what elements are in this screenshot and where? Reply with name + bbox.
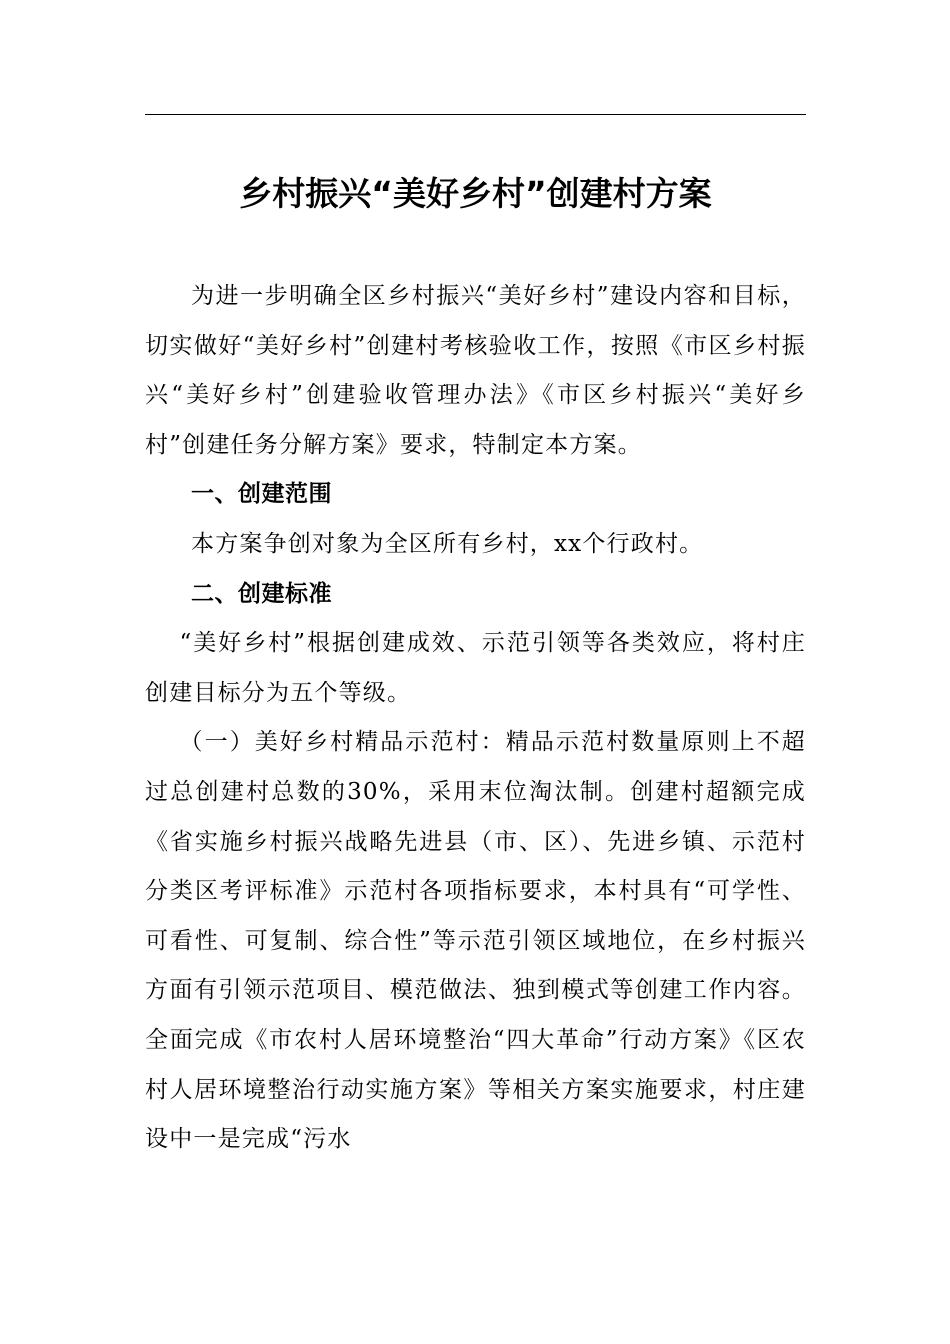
intro-paragraph: 为进一步明确全区乡村振兴“美好乡村”建设内容和目标，切实做好“美好乡村”创建村考核验收工作，按照《市区乡村振兴“美好乡村”创建验收管理办法》《市区乡村振兴“美好乡村”创建任务分解方案》要求，特制定本方案。 [145, 283, 806, 458]
section-heading-scope: 一、创建范围 [191, 481, 332, 508]
document-body [145, 272, 806, 1165]
scope-paragraph: 本方案争创对象为全区所有乡村，xx个行政村。 [191, 530, 704, 557]
standard-paragraph: “美好乡村”根据创建成效、示范引领等各类效应，将村庄创建目标分为五个等级。 [145, 630, 806, 706]
section-heading-standard: 二、创建标准 [191, 580, 332, 607]
demonstration-village-paragraph: （一）美好乡村精品示范村：精品示范村数量原则上不超过总创建村总数的30%，采用末位淘汰制。创建村超额完成《省实施乡村振兴战略先进县（市、区）、先进乡镇、示范村分类区考评标准》示范村各项指标要求，本村具有“可学性、可看性、可复制、综合性”等示范引领区域地位，在乡村振兴方面有引领示范项目、模范做法、独到模式等创建工作内容。全面完成《市农村人居环境整治“四大革命”行动方案》《区农村人居环境整治行动实施方案》等相关方案实施要求，村庄建设中一是完成“污水 [145, 729, 806, 1153]
header-rule [145, 114, 806, 115]
document-title: 乡村振兴“美好乡村”创建村方案 [239, 174, 712, 213]
